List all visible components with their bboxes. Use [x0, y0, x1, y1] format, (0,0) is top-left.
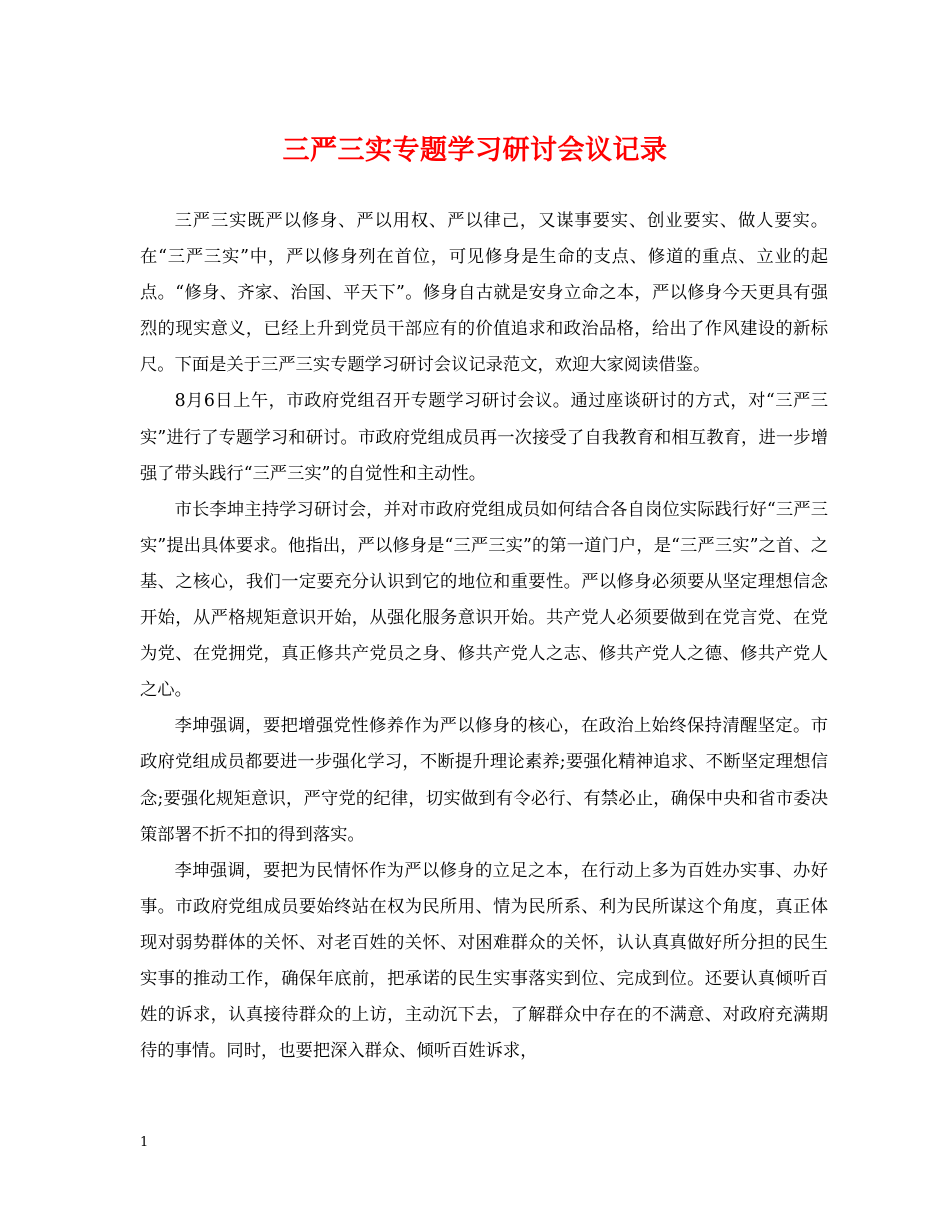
paragraph-mayor-requirements: 市长李坤主持学习研讨会，并对市政府党组成员如何结合各自岗位实际践行好“三严三实”提出具体要求。他指出，严以修身是“三严三实”的第一道门户，是“三严三实”之首、之基、之核心，我们一定要充分认识到它的地位和重要性。严以修身必须要从坚定理想信念开始，从严格规矩意识开始，从强化服务意识开始。共产党人必须要做到在党言党、在党为党、在党拥党，真正修共产党员之身、修共产党人之志、修共产党人之德、修共产党人之心。 — [140, 499, 828, 701]
paragraph-meeting: 8月6日上午，市政府党组召开专题学习研讨会议。通过座谈研讨的方式，对“三严三实”进行了专题学习和研讨。市政府党组成员再一次接受了自我教育和相互教育，进一步增强了带头践行“三严三实”的自觉性和主动性。 — [140, 391, 828, 484]
document-title: 三严三实专题学习研讨会议记录 — [282, 135, 668, 166]
page-number: 1 — [140, 1135, 149, 1150]
paragraph-party-spirit: 李坤强调，要把增强党性修养作为严以修身的核心，在政治上始终保持清醒坚定。市政府党组成员都要进一步强化学习，不断提升理论素养;要强化精神追求、不断坚定理想信念;要强化规矩意识，严守党的纪律，切实做到有令必行、有禁必止，确保中央和省市委决策部署不折不扣的得到落实。 — [140, 716, 828, 845]
paragraph-intro: 三严三实既严以修身、严以用权、严以律己，又谋事要实、创业要实、做人要实。在“三严三实”中，严以修身列在首位，可见修身是生命的支点、修道的重点、立业的起点。“修身、齐家、治国、平天下”。修身自古就是安身立命之本，严以修身今天更具有强烈的现实意义，已经上升到党员干部应有的价值追求和政治品格，给出了作风建设的新标尺。下面是关于三严三实专题学习研讨会议记录范文，欢迎大家阅读借鉴。 — [140, 211, 828, 376]
paragraph-people-sentiment: 李坤强调，要把为民情怀作为严以修身的立足之本，在行动上多为百姓办实事、办好事。市政府党组成员要始终站在权为民所用、情为民所系、利为民所谋这个角度，真正体现对弱势群体的关怀、对老百姓的关怀、对困难群众的关怀，认认真真做好所分担的民生实事的推动工作，确保年底前，把承诺的民生实事落实到位、完成到位。还要认真倾听百姓的诉求，认真接待群众的上访，主动沉下去，了解群众中存在的不满意、对政府充满期待的事情。同时，也要把深入群众、倾听百姓诉求， — [140, 860, 828, 1062]
document-body — [140, 203, 828, 1069]
